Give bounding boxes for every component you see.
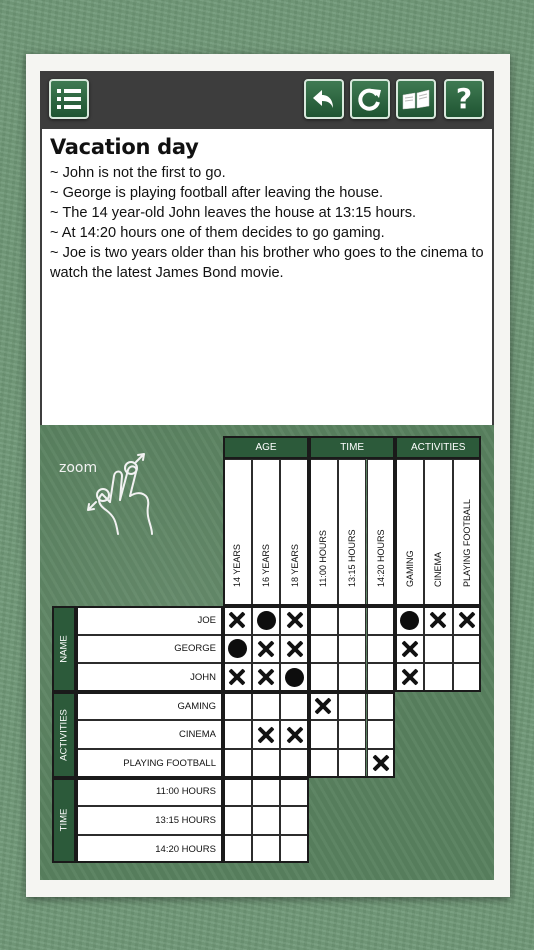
undo-button[interactable] [304,79,344,119]
grid-cell[interactable] [252,663,281,692]
grid-cell[interactable] [424,663,453,692]
grid-cell[interactable] [280,635,309,664]
dot-mark [396,607,423,634]
restart-icon [357,86,383,112]
grid-cell[interactable] [395,606,424,635]
cross-mark [253,721,280,748]
column-group-time: TIME [309,436,395,459]
grid-cell[interactable] [223,635,252,664]
row-header: JOE [76,606,223,635]
circle-icon [285,668,304,687]
grid-cell[interactable] [338,692,367,721]
grid-cell[interactable] [338,720,367,749]
grid-cell[interactable] [223,663,252,692]
cross-mark [224,607,251,634]
grid-cell[interactable] [223,692,252,721]
row-group-label: TIME [58,809,70,832]
grid-cell[interactable] [223,606,252,635]
grid-cell[interactable] [338,606,367,635]
grid-cell[interactable] [367,749,396,778]
grid-cell[interactable] [309,692,338,721]
grid-cell[interactable] [223,720,252,749]
column-header-label: 14:20 HOURS [375,529,386,587]
clue-panel [40,129,494,425]
grid-cell[interactable] [223,806,252,835]
help-button[interactable] [444,79,484,119]
toolbar [40,71,494,129]
row-group-label: ACTIVITIES [58,708,70,761]
restart-button[interactable] [350,79,390,119]
grid-cell[interactable] [252,606,281,635]
grid-cell[interactable] [252,835,281,864]
grid-cell[interactable] [309,720,338,749]
cross-mark [396,636,423,663]
grid-cell[interactable] [338,663,367,692]
grid-cell[interactable] [280,806,309,835]
circle-icon [228,639,247,658]
rules-button[interactable] [396,79,436,119]
grid-cell[interactable] [252,806,281,835]
row-header: JOHN [76,663,223,692]
x-icon [315,698,331,714]
grid-cell[interactable] [280,606,309,635]
grid-cell[interactable] [367,635,396,664]
list-menu-icon [56,87,82,111]
row-group-name [52,606,76,692]
row-header: GAMING [76,692,223,721]
column-group-activities: ACTIVITIES [395,436,481,459]
grid-cell[interactable] [280,720,309,749]
grid-cell[interactable] [309,663,338,692]
dot-mark [253,607,280,634]
x-icon [258,669,274,685]
grid-cell[interactable] [338,749,367,778]
column-header [367,459,396,606]
cross-mark [425,607,452,634]
open-book-icon [401,87,431,111]
undo-arrow-icon [311,87,337,111]
row-header: PLAYING FOOTBALL [76,749,223,778]
cross-mark [224,664,251,691]
grid-cell[interactable] [424,606,453,635]
x-icon [258,727,274,743]
column-header [280,459,309,606]
grid-cell[interactable] [280,778,309,807]
column-header [395,459,424,606]
zoom-label: zoom [59,460,98,476]
question-mark-icon: ? [455,82,473,115]
column-header [223,459,252,606]
circle-icon [400,611,419,630]
row-group-activities [52,692,76,778]
clue-3: ~ The 14 year-old John leaves the house at 13:15 hours. [50,205,417,221]
grid-cell[interactable] [223,778,252,807]
dot-mark [224,636,251,663]
cross-mark [281,721,308,748]
x-icon [229,612,245,628]
clue-5: ~ Joe is two years older than his brother who goes to the cinema to watch the latest James Bond movie. [50,245,484,281]
column-group-age: AGE [223,436,309,459]
menu-button[interactable] [49,79,89,119]
column-header-label: GAMING [404,550,415,587]
x-icon [287,641,303,657]
x-icon [258,641,274,657]
grid-cell[interactable] [252,720,281,749]
x-icon [373,755,389,771]
grid-cell[interactable] [338,635,367,664]
column-header-label: 16 YEARS [261,544,272,587]
x-icon [287,727,303,743]
column-header-label: 14 YEARS [232,544,243,587]
puzzle-title: Vacation day [50,135,199,159]
column-header-label: 18 YEARS [289,544,300,587]
cross-mark [253,664,280,691]
row-group-label: NAME [58,635,70,663]
cross-mark [454,607,481,634]
column-header-label: CINEMA [433,551,444,587]
grid-cell[interactable] [309,635,338,664]
grid-cell[interactable] [367,663,396,692]
grid-cell[interactable] [252,635,281,664]
grid-cell[interactable] [223,749,252,778]
circle-icon [257,611,276,630]
x-icon [459,612,475,628]
grid-cell[interactable] [252,778,281,807]
column-header-label: 11:00 HOURS [318,530,329,587]
column-header-label: PLAYING FOOTBALL [461,499,472,587]
grid-cell[interactable] [395,663,424,692]
grid-cell[interactable] [453,635,482,664]
x-icon [402,669,418,685]
x-icon [402,641,418,657]
grid-cell[interactable] [309,606,338,635]
grid-cell[interactable] [453,606,482,635]
row-header: CINEMA [76,720,223,749]
clue-1: ~ John is not the first to go. [50,165,226,181]
grid-cell[interactable] [367,720,396,749]
grid-cell[interactable] [280,835,309,864]
grid-cell[interactable] [252,749,281,778]
grid-cell[interactable] [367,692,396,721]
row-header: 13:15 HOURS [76,806,223,835]
clue-2: ~ George is playing football after leaving the house. [50,185,384,201]
column-header [453,459,482,606]
column-header-label: 13:15 HOURS [347,529,358,587]
cross-mark [281,607,308,634]
grid-cell[interactable] [453,663,482,692]
pinch-zoom-hand-icon [56,446,166,546]
grid-cell[interactable] [280,663,309,692]
x-icon [287,612,303,628]
grid-cell[interactable] [424,635,453,664]
dot-mark [281,664,308,691]
cross-mark [281,636,308,663]
column-header [309,459,338,606]
grid-cell[interactable] [395,635,424,664]
x-icon [229,669,245,685]
column-header [338,459,367,606]
cross-mark [253,636,280,663]
row-header: 14:20 HOURS [76,835,223,864]
cross-mark [310,693,337,720]
row-header: 11:00 HOURS [76,778,223,807]
grid-cell[interactable] [309,749,338,778]
cross-mark [368,750,395,777]
column-header [424,459,453,606]
grid-cell[interactable] [280,692,309,721]
cross-mark [396,664,423,691]
grid-cell[interactable] [367,606,396,635]
grid-cell[interactable] [280,749,309,778]
grid-cell[interactable] [252,692,281,721]
clue-4: ~ At 14:20 hours one of them decides to go gaming. [50,225,385,241]
row-group-time [52,778,76,864]
column-header [252,459,281,606]
row-header: GEORGE [76,635,223,664]
x-icon [430,612,446,628]
grid-cell[interactable] [223,835,252,864]
